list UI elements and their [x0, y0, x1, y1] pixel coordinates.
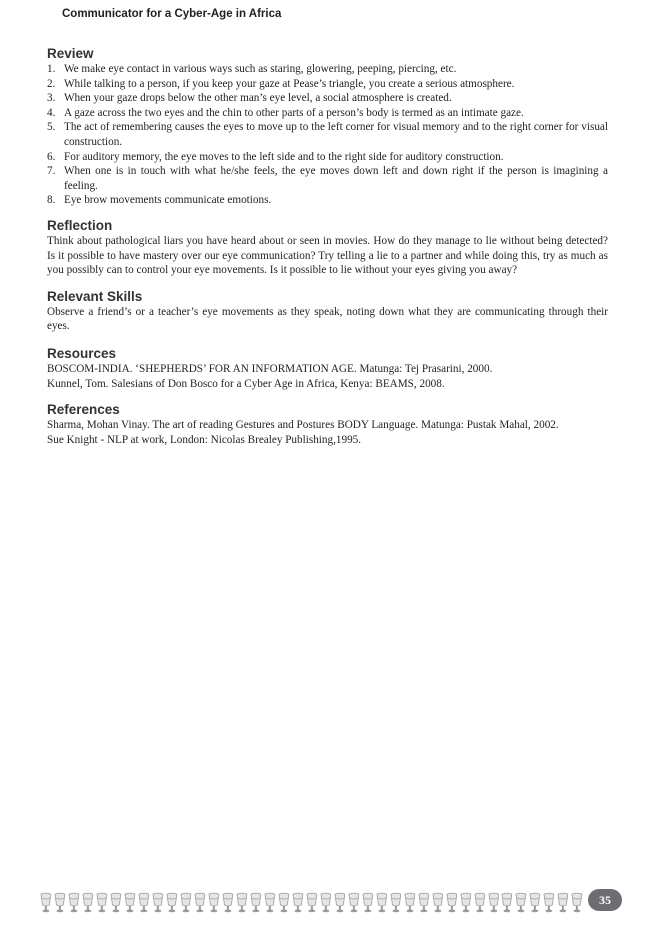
resources-section	[47, 346, 608, 391]
cup-ornament-icon	[166, 892, 178, 913]
cup-ornament-icon	[404, 892, 416, 913]
page-number-badge: 35	[588, 889, 622, 911]
cup-ornament-icon	[390, 892, 402, 913]
cup-ornament-icon	[488, 892, 500, 913]
item-number: 4.	[47, 106, 56, 119]
cup-ornament-icon	[362, 892, 374, 913]
cup-ornament-icon	[250, 892, 262, 913]
cup-ornament-icon	[110, 892, 122, 913]
page-content	[47, 46, 608, 447]
cup-ornament-icon	[306, 892, 318, 913]
cup-ornament-icon	[460, 892, 472, 913]
cup-ornament-icon	[194, 892, 206, 913]
cup-ornament-icon	[82, 892, 94, 913]
item-number: 1.	[47, 63, 56, 75]
cup-ornament-icon	[96, 892, 108, 913]
relevant-skills-section	[47, 289, 608, 334]
item-number: 8.	[47, 194, 56, 207]
item-text: When one is in touch with what he/she feels, the eye moves down left and down right if the person is imagining a feeling.	[64, 165, 608, 192]
item-text: For auditory memory, the eye moves to the left side and to the right side for auditory construction.	[64, 150, 504, 163]
review-heading: Review	[47, 46, 94, 61]
cup-ornament-icon	[515, 892, 527, 913]
cup-ornament-icon	[501, 892, 513, 913]
cup-ornament-icon	[180, 892, 192, 913]
cup-ornament-icon	[68, 892, 80, 913]
item-number: 7.	[47, 165, 56, 178]
item-number: 5.	[47, 121, 56, 134]
list-item	[47, 193, 608, 208]
resource-entry: BOSCOM-INDIA. ‘SHEPHERDS’ FOR AN INFORMATION AGE. Matunga: Tej Prasarini, 2000.	[47, 362, 493, 375]
item-number: 3.	[47, 92, 56, 105]
cup-ornament-icon	[40, 892, 52, 913]
list-item	[47, 120, 608, 149]
reflection-section	[47, 218, 608, 278]
cup-ornament-icon	[54, 892, 66, 913]
cup-ornament-icon	[376, 892, 388, 913]
cup-ornament-icon	[432, 892, 444, 913]
item-text: When your gaze drops below the other man’s eye level, a social atmosphere is created.	[64, 92, 452, 105]
item-text: While talking to a person, if you keep your gaze at Pease’s triangle, you create a serious atmosphere.	[64, 77, 515, 90]
cup-ornament-icon	[348, 892, 360, 913]
cup-ornament-icon	[474, 892, 486, 913]
cup-ornament-icon	[138, 892, 150, 913]
resource-entry: Kunnel, Tom. Salesians of Don Bosco for a Cyber Age in Africa, Kenya: BEAMS, 2008.	[47, 377, 445, 390]
cup-ornament-icon	[278, 892, 290, 913]
cup-ornament-icon	[264, 892, 276, 913]
item-text: Eye brow movements communicate emotions.	[64, 194, 272, 207]
cup-ornament-icon	[222, 892, 234, 913]
cup-ornament-icon	[446, 892, 458, 913]
cup-ornament-icon	[529, 892, 541, 913]
cup-ornament-icon	[292, 892, 304, 913]
cup-ornament-icon	[124, 892, 136, 913]
cup-ornament-icon	[557, 892, 569, 913]
footer-ornament-strip	[40, 890, 592, 914]
cup-ornament-icon	[320, 892, 332, 913]
list-item	[47, 62, 608, 77]
list-item	[47, 164, 608, 193]
cup-ornament-icon	[543, 892, 555, 913]
running-header: Communicator for a Cyber-Age in Africa	[62, 8, 282, 20]
cup-ornament-icon	[236, 892, 248, 913]
item-text: We make eye contact in various ways such as staring, glowering, peeping, piercing, etc.	[64, 63, 457, 75]
cup-ornament-icon	[571, 892, 583, 913]
list-item	[47, 150, 608, 165]
cup-ornament-icon	[418, 892, 430, 913]
item-number: 2.	[47, 77, 56, 90]
relevant-skills-heading: Relevant Skills	[47, 288, 143, 304]
item-text: A gaze across the two eyes and the chin to other parts of a person’s body is termed as an intimate gaze.	[64, 106, 524, 119]
reference-entry: Sharma, Mohan Vinay. The art of reading Gestures and Postures BODY Language. Matunga: Pustak Mahal, 2002.	[47, 419, 559, 432]
list-item	[47, 91, 608, 106]
review-section	[47, 46, 608, 208]
item-text: The act of remembering causes the eyes to move up to the left corner for visual memory and to the right corner for visual construction.	[64, 121, 608, 148]
references-section	[47, 402, 608, 447]
references-heading: References	[47, 402, 120, 418]
resources-heading: Resources	[47, 345, 117, 361]
relevant-skills-text: Observe a friend’s or a teacher’s eye movements as they speak, noting down what they are communicating through their eyes.	[47, 305, 608, 333]
reference-entry: Sue Knight - NLP at work, London: Nicolas Brealey Publishing,1995.	[47, 433, 362, 446]
cup-ornament-icon	[152, 892, 164, 913]
item-number: 6.	[47, 150, 56, 163]
list-item	[47, 106, 608, 121]
cup-ornament-icon	[334, 892, 346, 913]
list-item	[47, 77, 608, 92]
reflection-text: Think about pathological liars you have heard about or seen in movies. How do they manage to lie without being detected? Is it possible to have mastery over our eye communication? Try telling a lie to a partner and while doing this, try as much as you possibly can to control your eye movements. Is it possible to lie without your eyes giving you away?	[47, 234, 608, 277]
reflection-heading: Reflection	[47, 217, 113, 233]
review-list	[47, 62, 608, 208]
cup-ornament-icon	[208, 892, 220, 913]
